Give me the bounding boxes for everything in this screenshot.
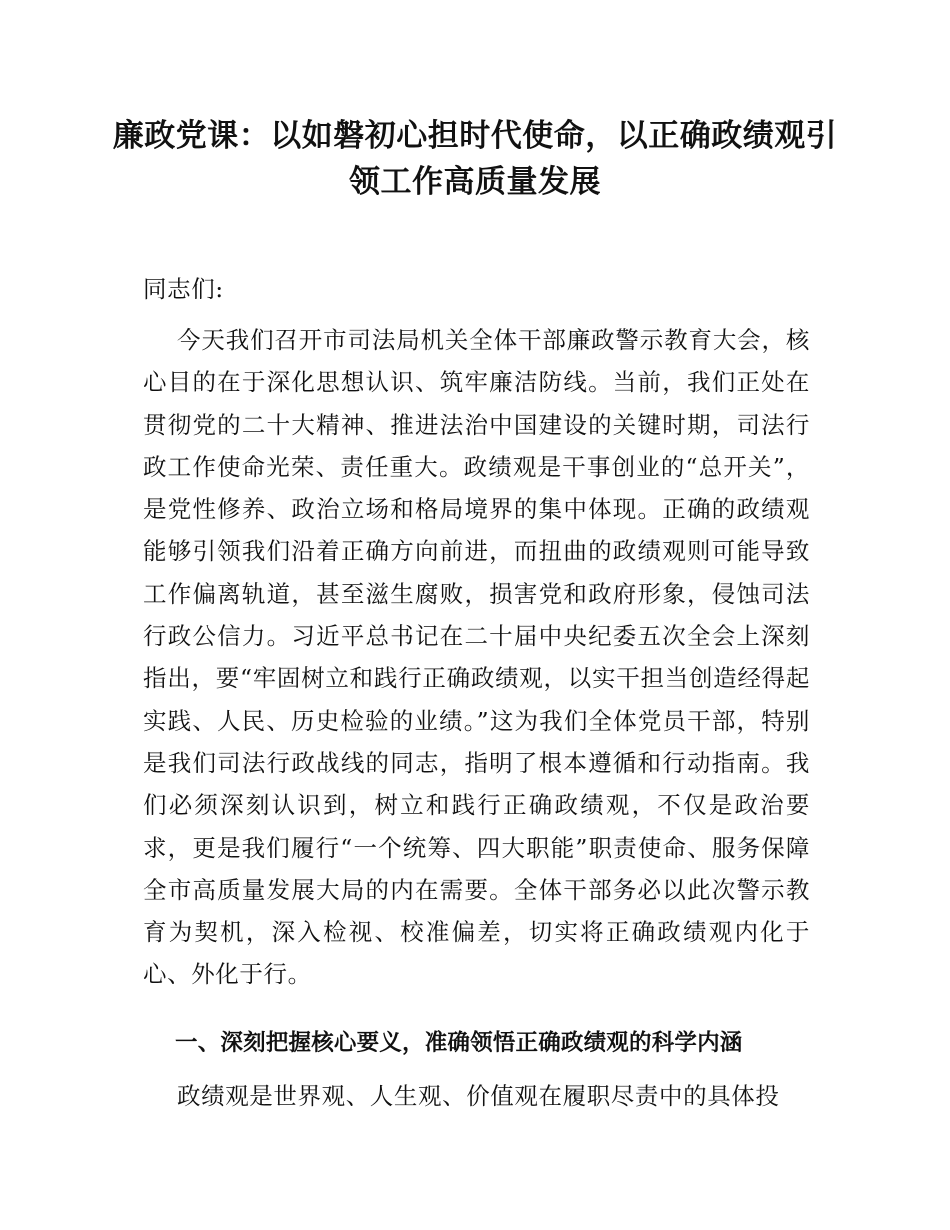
section-paragraph: 政绩观是世界观、人生观、价值观在履职尽责中的具体投 <box>177 1082 780 1110</box>
salutation: 同志们: <box>143 275 224 303</box>
document-title: 廉政党课：以如磐初心担时代使命，以正确政绩观引领工作高质量发展 <box>112 118 838 200</box>
body-paragraph: 今天我们召开市司法局机关全体干部廉政警示教育大会，核心目的在于深化思想认识、筑牢廉洁防线。当前，我们正处在贯彻党的二十大精神、推进法治中国建设的关键时期，司法行政工作使命光荣、责任重大。政绩观是干事创业的“总开关”，是党性修养、政治立场和格局境界的集中体现。正确的政绩观能够引领我们沿着正确方向前进，而扭曲的政绩观则可能导致工作偏离轨道，甚至滋生腐败，损害党和政府形象，侵蚀司法行政公信力。习近平总书记在二十届中央纪委五次全会上深刻指出，要“牢固树立和践行正确政绩观，以实干担当创造经得起实践、人民、历史检验的业绩。”这为我们全体党员干部，特别是我们司法行政战线的同志，指明了根本遵循和行动指南。我们必须深刻认识到，树立和践行正确政绩观，不仅是政治要求，更是我们履行“一个统筹、四大职能”职责使命、服务保障全市高质量发展大局的内在需要。全体干部务必以此次警示教育为契机，深入检视、校准偏差，切实将正确政绩观内化于心、外化于行。 <box>143 326 810 989</box>
section-heading: 一、深刻把握核心要义，准确领悟正确政绩观的科学内涵 <box>175 1030 743 1056</box>
